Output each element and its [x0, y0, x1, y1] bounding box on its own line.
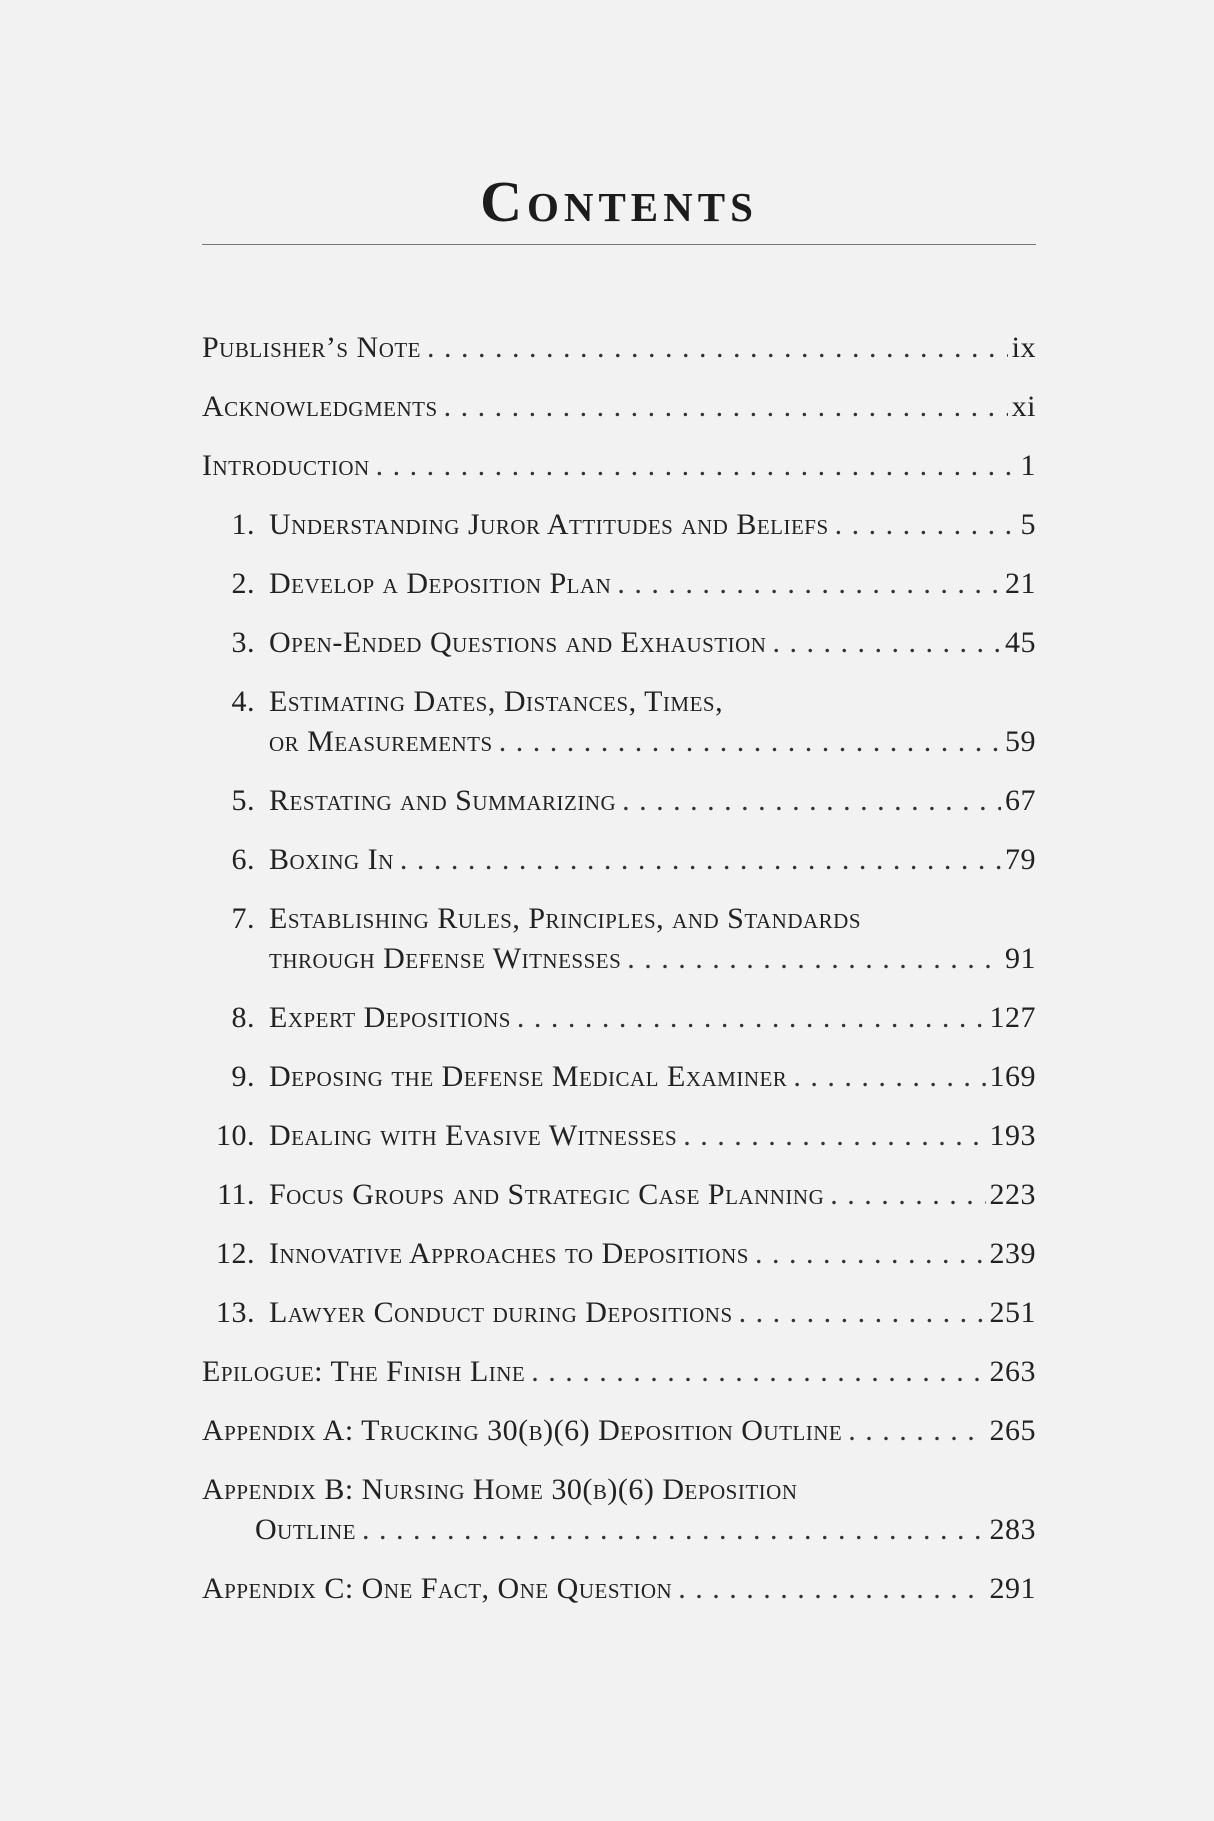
dot-leader	[848, 1412, 985, 1450]
page-title: Contents	[480, 169, 758, 234]
toc-entry-number: 11.	[217, 1178, 255, 1211]
toc-entry-title-line2: Outline	[255, 1513, 356, 1546]
toc-entry-page: 291	[989, 1572, 1036, 1605]
toc-entry-title: Innovative Approaches to Depositions	[269, 1237, 749, 1270]
title-rule	[202, 244, 1036, 245]
dot-leader	[772, 624, 1001, 662]
toc-entry-chapter-8[interactable]	[202, 999, 1036, 1037]
dot-leader	[622, 782, 1001, 820]
toc-entry-number: 13.	[216, 1296, 255, 1329]
table-of-contents	[202, 329, 1036, 1608]
toc-entry-page: 239	[989, 1237, 1036, 1270]
toc-entry-appendix-a[interactable]	[202, 1412, 1036, 1450]
toc-entry-chapter-2[interactable]	[202, 565, 1036, 603]
toc-entry-title: Appendix A: Trucking 30(b)(6) Deposition Outline	[202, 1414, 843, 1447]
contents-page	[202, 170, 1036, 1629]
toc-entry-title: Acknowledgments	[202, 390, 438, 423]
toc-entry-page: xi	[1011, 390, 1036, 423]
toc-entry-title: Deposing the Defense Medical Examiner	[269, 1060, 788, 1093]
toc-entry-page: 1	[1020, 449, 1036, 482]
toc-entry-title-line2: through Defense Witnesses	[269, 942, 622, 975]
toc-entry-introduction[interactable]	[202, 447, 1036, 485]
dot-leader	[835, 506, 1017, 544]
toc-entry-number: 12.	[216, 1237, 255, 1270]
toc-entry-appendix-c[interactable]	[202, 1570, 1036, 1608]
toc-entry-title: Lawyer Conduct during Depositions	[269, 1296, 733, 1329]
toc-entry-number: 8.	[231, 1001, 255, 1034]
toc-entry-chapter-5[interactable]	[202, 782, 1036, 820]
toc-entry-page: 79	[1005, 843, 1036, 876]
toc-entry-chapter-3[interactable]	[202, 624, 1036, 662]
toc-entry-page: 5	[1020, 508, 1036, 541]
dot-leader	[517, 999, 986, 1037]
dot-leader	[755, 1235, 986, 1273]
toc-entry-page: 169	[989, 1060, 1036, 1093]
dot-leader	[444, 388, 1008, 426]
toc-entry-chapter-1[interactable]	[202, 506, 1036, 544]
toc-entry-page: 45	[1005, 626, 1036, 659]
toc-entry-title-line2: or Measurements	[269, 725, 493, 758]
toc-entry-chapter-7[interactable]	[202, 900, 1036, 978]
dot-leader	[427, 329, 1008, 367]
toc-entry-chapter-10[interactable]	[202, 1117, 1036, 1155]
toc-entry-title: Publisher’s Note	[202, 331, 422, 364]
toc-entry-chapter-12[interactable]	[202, 1235, 1036, 1273]
toc-entry-page: 193	[989, 1119, 1036, 1152]
dot-leader	[617, 565, 1001, 603]
toc-entry-page: 283	[989, 1513, 1036, 1546]
toc-entry-title: Dealing with Evasive Witnesses	[269, 1119, 678, 1152]
toc-entry-title: Restating and Summarizing	[269, 784, 617, 817]
dot-leader	[627, 940, 1001, 978]
dot-leader	[400, 841, 1001, 879]
toc-entry-title: Develop a Deposition Plan	[269, 567, 612, 600]
toc-entry-number: 1.	[231, 508, 255, 541]
toc-entry-appendix-b[interactable]	[202, 1471, 1036, 1549]
toc-entry-page: 127	[989, 1001, 1036, 1034]
toc-entry-title: Expert Depositions	[269, 1001, 511, 1034]
toc-entry-epilogue[interactable]	[202, 1353, 1036, 1391]
dot-leader	[793, 1058, 985, 1096]
toc-entry-chapter-9[interactable]	[202, 1058, 1036, 1096]
toc-entry-title: Boxing In	[269, 843, 394, 876]
dot-leader	[499, 723, 1001, 761]
toc-entry-chapter-11[interactable]	[202, 1176, 1036, 1214]
toc-entry-page: 21	[1005, 567, 1036, 600]
toc-entry-page: 251	[989, 1296, 1036, 1329]
toc-entry-number: 10.	[216, 1119, 255, 1152]
toc-entry-page: 91	[1005, 942, 1036, 975]
toc-entry-page: ix	[1011, 331, 1036, 364]
toc-entry-page: 59	[1005, 725, 1036, 758]
toc-entry-title: Understanding Juror Attitudes and Beliefs	[269, 508, 829, 541]
toc-entry-chapter-4[interactable]	[202, 683, 1036, 761]
toc-entry-number: 9.	[231, 1060, 255, 1093]
toc-entry-title: Appendix C: One Fact, One Question	[202, 1572, 673, 1605]
dot-leader	[531, 1353, 985, 1391]
toc-entry-chapter-13[interactable]	[202, 1294, 1036, 1332]
toc-entry-title-line1: Establishing Rules, Principles, and Standards	[269, 902, 862, 935]
toc-entry-title: Introduction	[202, 449, 370, 482]
dot-leader	[376, 447, 1017, 485]
toc-entry-page: 263	[989, 1355, 1036, 1388]
dot-leader	[739, 1294, 986, 1332]
toc-entry-page: 67	[1005, 784, 1036, 817]
toc-entry-number: 5.	[231, 784, 255, 817]
toc-entry-number: 6.	[231, 843, 255, 876]
toc-entry-title: Epilogue: The Finish Line	[202, 1355, 526, 1388]
toc-entry-title: Open-Ended Questions and Exhaustion	[269, 626, 767, 659]
toc-entry-chapter-6[interactable]	[202, 841, 1036, 879]
dot-leader	[830, 1176, 985, 1214]
dot-leader	[678, 1570, 985, 1608]
toc-entry-publishers-note[interactable]	[202, 329, 1036, 367]
toc-entry-number: 7.	[231, 902, 255, 935]
toc-entry-number: 3.	[231, 626, 255, 659]
toc-entry-title-line1: Estimating Dates, Distances, Times,	[269, 685, 724, 718]
toc-entry-page: 265	[989, 1414, 1036, 1447]
toc-entry-acknowledgments[interactable]	[202, 388, 1036, 426]
dot-leader	[683, 1117, 985, 1155]
toc-entry-title-line1: Appendix B: Nursing Home 30(b)(6) Deposition	[202, 1473, 798, 1506]
toc-entry-number: 2.	[231, 567, 255, 600]
dot-leader	[362, 1511, 986, 1549]
toc-entry-page: 223	[989, 1178, 1036, 1211]
toc-entry-number: 4.	[231, 685, 255, 718]
toc-entry-title: Focus Groups and Strategic Case Planning	[269, 1178, 825, 1211]
